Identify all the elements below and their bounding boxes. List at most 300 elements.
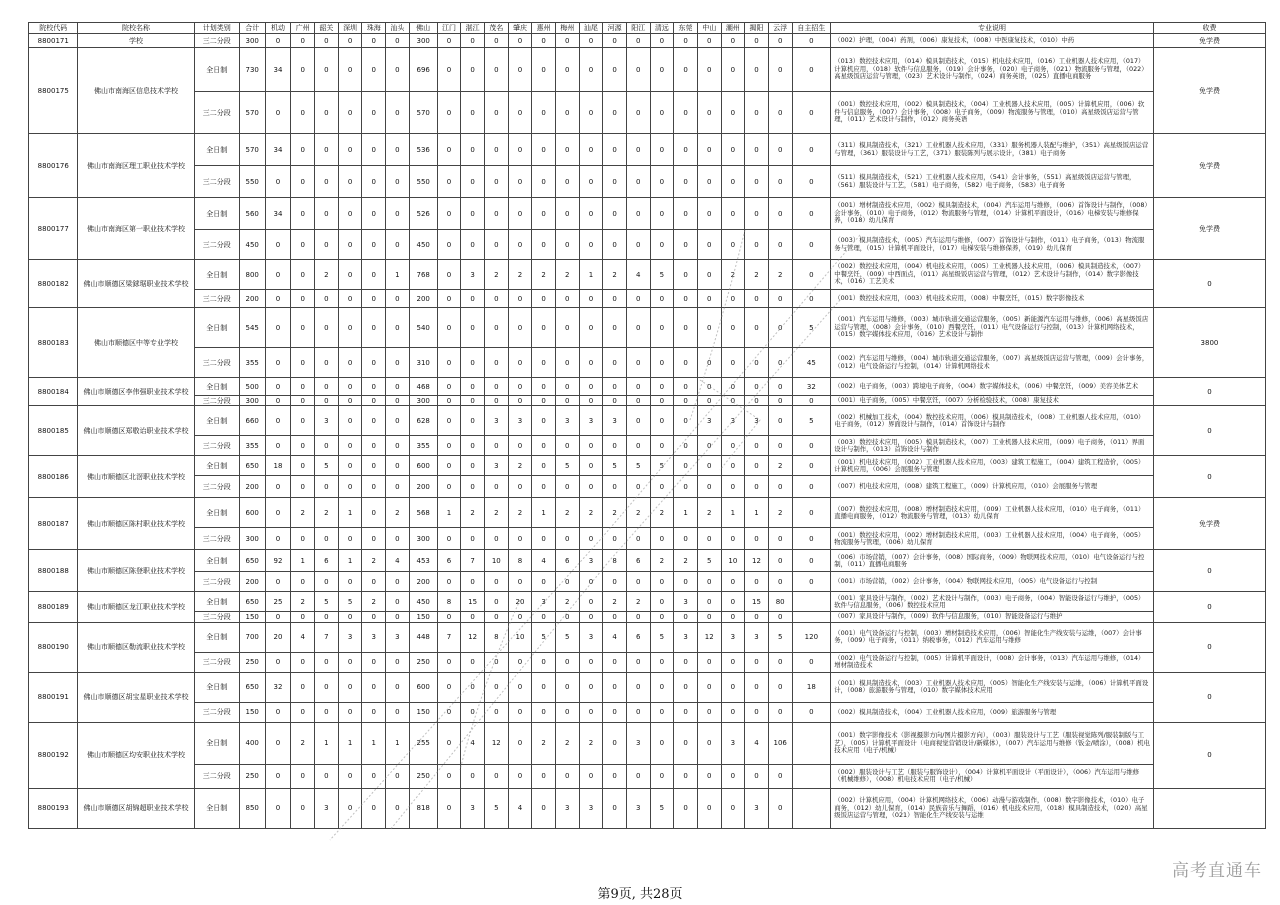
quota-cell: 0 xyxy=(768,396,792,406)
school-code: 8800192 xyxy=(29,722,78,788)
quota-cell: 0 xyxy=(338,92,362,134)
quota-cell: 650 xyxy=(239,550,265,572)
quota-cell: 5 xyxy=(555,622,579,652)
school-name: 佛山市南海区第一职业技术学校 xyxy=(78,198,194,260)
quota-cell: 0 xyxy=(461,348,485,378)
school-name: 佛山市顺德区梁銶琚职业技术学校 xyxy=(78,260,194,308)
quota-cell: 0 xyxy=(484,290,508,308)
major-description: （002）模具制造技术，（004）工业机器人技术应用，（009）旅游服务与管理 xyxy=(831,702,1154,722)
quota-cell: 0 xyxy=(437,230,461,260)
plan-type: 全日制 xyxy=(194,456,239,476)
quota-cell: 0 xyxy=(532,348,556,378)
quota-cell: 0 xyxy=(650,92,674,134)
quota-cell: 0 xyxy=(674,612,698,622)
quota-cell: 0 xyxy=(315,198,339,230)
quota-cell: 0 xyxy=(555,652,579,672)
quota-cell: 0 xyxy=(386,406,410,436)
table-row xyxy=(29,436,1266,456)
quota-cell: 0 xyxy=(338,260,362,290)
quota-cell: 0 xyxy=(362,652,386,672)
quota-cell: 0 xyxy=(437,348,461,378)
quota-cell: 0 xyxy=(437,166,461,198)
quota-cell: 4 xyxy=(386,550,410,572)
quota-cell: 12 xyxy=(461,622,485,652)
column-header: 湛江 xyxy=(461,23,485,34)
quota-cell: 0 xyxy=(437,456,461,476)
quota-cell: 3 xyxy=(721,622,745,652)
quota-cell: 0 xyxy=(603,672,627,702)
quota-cell: 0 xyxy=(745,456,769,476)
plan-type: 全日制 xyxy=(194,550,239,572)
quota-cell: 650 xyxy=(239,456,265,476)
quota-cell: 0 xyxy=(338,528,362,550)
quota-cell: 0 xyxy=(484,528,508,550)
school-name: 佛山市顺德区李伟强职业技术学校 xyxy=(78,378,194,406)
quota-cell: 250 xyxy=(239,652,265,672)
quota-cell: 0 xyxy=(532,396,556,406)
quota-cell: 0 xyxy=(437,378,461,396)
column-header: 计划类别 xyxy=(194,23,239,34)
quota-cell: 568 xyxy=(409,498,437,528)
quota-cell: 570 xyxy=(409,92,437,134)
quota-cell: 0 xyxy=(579,134,603,166)
quota-cell: 0 xyxy=(291,476,315,498)
quota-cell: 250 xyxy=(409,652,437,672)
quota-cell: 0 xyxy=(362,572,386,592)
quota-cell: 0 xyxy=(697,476,721,498)
quota-cell: 0 xyxy=(386,476,410,498)
quota-cell: 0 xyxy=(745,166,769,198)
quota-cell: 526 xyxy=(409,198,437,230)
quota-cell: 2 xyxy=(555,260,579,290)
quota-cell: 0 xyxy=(674,378,698,396)
quota-cell: 0 xyxy=(579,702,603,722)
quota-cell: 0 xyxy=(697,290,721,308)
quota-cell: 34 xyxy=(265,48,291,92)
quota-cell: 0 xyxy=(650,34,674,48)
school-code: 8800177 xyxy=(29,198,78,260)
quota-cell: 0 xyxy=(265,528,291,550)
quota-cell: 0 xyxy=(315,672,339,702)
quota-cell: 0 xyxy=(291,528,315,550)
quota-cell: 0 xyxy=(555,48,579,92)
quota-cell: 0 xyxy=(697,702,721,722)
plan-type: 三二分段 xyxy=(194,476,239,498)
quota-cell: 0 xyxy=(745,572,769,592)
quota-cell: 0 xyxy=(579,592,603,612)
quota-cell: 560 xyxy=(239,198,265,230)
quota-cell: 0 xyxy=(555,92,579,134)
quota-cell: 0 xyxy=(265,230,291,260)
quota-cell: 0 xyxy=(437,34,461,48)
quota-cell: 0 xyxy=(291,612,315,622)
quota-cell: 0 xyxy=(315,396,339,406)
column-header: 河源 xyxy=(603,23,627,34)
quota-cell: 0 xyxy=(626,702,650,722)
quota-cell: 0 xyxy=(555,348,579,378)
quota-cell: 0 xyxy=(650,378,674,396)
quota-cell: 5 xyxy=(768,622,792,652)
quota-cell: 0 xyxy=(721,290,745,308)
quota-cell: 0 xyxy=(291,260,315,290)
table-header xyxy=(29,23,1266,34)
quota-cell: 570 xyxy=(239,134,265,166)
quota-cell: 0 xyxy=(555,308,579,348)
quota-cell: 0 xyxy=(386,612,410,622)
quota-cell: 0 xyxy=(291,230,315,260)
quota-cell: 0 xyxy=(768,476,792,498)
quota-cell: 2 xyxy=(579,498,603,528)
quota-cell: 0 xyxy=(674,764,698,788)
quota-cell: 7 xyxy=(461,550,485,572)
quota-cell: 0 xyxy=(386,528,410,550)
quota-cell: 545 xyxy=(239,308,265,348)
quota-cell: 1 xyxy=(315,722,339,764)
quota-cell: 0 xyxy=(768,34,792,48)
quota-cell: 0 xyxy=(484,592,508,612)
quota-cell: 7 xyxy=(437,622,461,652)
enrollment-plan-sheet xyxy=(28,22,1266,829)
quota-cell: 0 xyxy=(650,436,674,456)
quota-cell: 0 xyxy=(603,476,627,498)
quota-cell: 0 xyxy=(674,722,698,764)
plan-type: 全日制 xyxy=(194,788,239,828)
quota-cell: 0 xyxy=(291,456,315,476)
plan-type: 全日制 xyxy=(194,198,239,230)
quota-cell: 20 xyxy=(265,622,291,652)
table-row xyxy=(29,290,1266,308)
quota-cell: 0 xyxy=(626,612,650,622)
quota-cell: 0 xyxy=(626,572,650,592)
quota-cell: 0 xyxy=(650,592,674,612)
quota-cell: 0 xyxy=(508,230,532,260)
quota-cell: 0 xyxy=(362,34,386,48)
quota-cell: 0 xyxy=(650,290,674,308)
column-header: 梅州 xyxy=(555,23,579,34)
table-row xyxy=(29,92,1266,134)
quota-cell: 0 xyxy=(745,378,769,396)
quota-cell: 0 xyxy=(579,198,603,230)
quota-cell: 0 xyxy=(362,260,386,290)
quota-cell: 0 xyxy=(508,198,532,230)
quota-cell: 0 xyxy=(768,378,792,396)
quota-cell: 2 xyxy=(291,498,315,528)
quota-cell: 0 xyxy=(792,572,831,592)
column-header: 汕头 xyxy=(386,23,410,34)
quota-cell: 0 xyxy=(437,612,461,622)
quota-cell: 0 xyxy=(338,788,362,828)
quota-cell: 3 xyxy=(386,622,410,652)
quota-cell: 0 xyxy=(721,788,745,828)
quota-cell: 0 xyxy=(265,348,291,378)
fee: 0 xyxy=(1153,672,1265,722)
quota-cell: 0 xyxy=(626,436,650,456)
quota-cell: 0 xyxy=(338,456,362,476)
quota-cell: 2 xyxy=(532,260,556,290)
quota-cell: 0 xyxy=(508,134,532,166)
table-row xyxy=(29,528,1266,550)
fee: 0 xyxy=(1153,722,1265,788)
quota-cell: 0 xyxy=(532,48,556,92)
quota-cell: 3 xyxy=(603,406,627,436)
quota-cell: 3 xyxy=(721,406,745,436)
quota-cell: 0 xyxy=(674,436,698,456)
quota-cell: 0 xyxy=(386,788,410,828)
major-description: （003）数控技术应用，（005）模具制造技术，（007）工业机器人技术应用，（009）电子商务，（011）界面设计与制作，（013）首饰设计与制作 xyxy=(831,436,1154,456)
quota-cell: 0 xyxy=(697,48,721,92)
quota-cell: 0 xyxy=(674,672,698,702)
quota-cell: 0 xyxy=(792,290,831,308)
column-header: 汕尾 xyxy=(579,23,603,34)
quota-cell: 0 xyxy=(768,308,792,348)
quota-cell: 0 xyxy=(674,348,698,378)
quota-cell: 0 xyxy=(362,92,386,134)
fee: 免学费 xyxy=(1153,498,1265,550)
quota-cell: 15 xyxy=(461,592,485,612)
quota-cell: 5 xyxy=(315,456,339,476)
quota-cell: 3 xyxy=(579,406,603,436)
quota-cell: 300 xyxy=(409,528,437,550)
quota-cell: 0 xyxy=(461,702,485,722)
quota-cell: 3 xyxy=(315,406,339,436)
quota-cell: 0 xyxy=(291,764,315,788)
quota-cell: 0 xyxy=(768,198,792,230)
quota-cell: 0 xyxy=(315,612,339,622)
quota-cell: 0 xyxy=(508,764,532,788)
major-description: （511）模具制造技术，（521）工业机器人技术应用，（541）会计事务，（551）高星级饭店运营与管理，（561）服装设计与工艺，（581）电子商务，（582）电子商务，（583）电子商务 xyxy=(831,166,1154,198)
quota-cell: 4 xyxy=(461,722,485,764)
quota-cell: 0 xyxy=(697,92,721,134)
quota-cell: 2 xyxy=(291,592,315,612)
quota-cell: 0 xyxy=(291,672,315,702)
quota-cell: 0 xyxy=(265,34,291,48)
quota-cell: 0 xyxy=(697,788,721,828)
quota-cell: 2 xyxy=(650,550,674,572)
fee: 0 xyxy=(1153,592,1265,622)
quota-cell: 0 xyxy=(745,612,769,622)
quota-cell: 0 xyxy=(603,378,627,396)
quota-cell: 0 xyxy=(768,290,792,308)
quota-cell: 0 xyxy=(721,436,745,456)
quota-cell: 0 xyxy=(579,48,603,92)
plan-type: 三二分段 xyxy=(194,166,239,198)
quota-cell: 0 xyxy=(555,134,579,166)
quota-cell: 0 xyxy=(768,764,792,788)
column-header: 院校名称 xyxy=(78,23,194,34)
quota-cell: 0 xyxy=(555,396,579,406)
quota-cell: 0 xyxy=(555,378,579,396)
quota-cell: 0 xyxy=(721,92,745,134)
plan-type: 三二分段 xyxy=(194,34,239,48)
quota-cell: 0 xyxy=(338,652,362,672)
quota-cell: 15 xyxy=(745,592,769,612)
quota-cell: 0 xyxy=(315,348,339,378)
plan-type: 全日制 xyxy=(194,406,239,436)
school-code: 8800182 xyxy=(29,260,78,308)
quota-cell: 0 xyxy=(437,92,461,134)
quota-cell: 0 xyxy=(508,48,532,92)
major-description: （002）计算机应用，（004）计算机网络技术，（006）动漫与游戏制作，（008）数字影像技术，（010）电子商务，（012）幼儿保育，（014）民族音乐与舞蹈，（016）机电技术应用，（018）模具制造技术，（020）高星级饭店运营与管理，（021）智能化生产线安装与运维 xyxy=(831,788,1154,828)
plan-type: 全日制 xyxy=(194,48,239,92)
quota-cell: 0 xyxy=(461,134,485,166)
quota-cell: 3 xyxy=(532,592,556,612)
quota-cell: 5 xyxy=(532,622,556,652)
column-header: 珠海 xyxy=(362,23,386,34)
quota-cell: 0 xyxy=(291,396,315,406)
quota-cell: 6 xyxy=(437,550,461,572)
quota-cell: 0 xyxy=(315,764,339,788)
quota-cell: 0 xyxy=(508,396,532,406)
quota-cell: 0 xyxy=(532,230,556,260)
fee: 0 xyxy=(1153,550,1265,592)
quota-cell: 450 xyxy=(409,230,437,260)
quota-cell: 0 xyxy=(315,230,339,260)
quota-cell: 0 xyxy=(315,134,339,166)
quota-cell: 3 xyxy=(674,622,698,652)
quota-cell: 0 xyxy=(532,92,556,134)
quota-cell: 468 xyxy=(409,378,437,396)
table-row xyxy=(29,166,1266,198)
major-description: （001）数控技术应用，（003）机电技术应用，（008）中餐烹饪，（015）数字影像技术 xyxy=(831,290,1154,308)
school-name: 佛山市南海区信息技术学校 xyxy=(78,48,194,134)
column-header: 韶关 xyxy=(315,23,339,34)
quota-cell: 0 xyxy=(768,134,792,166)
quota-cell: 0 xyxy=(338,764,362,788)
quota-cell: 0 xyxy=(674,198,698,230)
quota-cell: 0 xyxy=(291,436,315,456)
quota-cell: 0 xyxy=(265,788,291,828)
quota-cell: 34 xyxy=(265,134,291,166)
quota-cell: 3 xyxy=(461,260,485,290)
quota-cell: 0 xyxy=(532,290,556,308)
quota-cell: 0 xyxy=(508,166,532,198)
quota-cell: 0 xyxy=(437,652,461,672)
quota-cell: 0 xyxy=(745,230,769,260)
quota-cell: 0 xyxy=(626,348,650,378)
quota-cell: 0 xyxy=(697,378,721,396)
quota-cell: 2 xyxy=(484,498,508,528)
quota-cell: 0 xyxy=(650,230,674,260)
quota-cell: 0 xyxy=(484,34,508,48)
table-row xyxy=(29,788,1266,828)
table-row xyxy=(29,134,1266,166)
quota-cell: 0 xyxy=(437,702,461,722)
quota-cell: 0 xyxy=(291,198,315,230)
quota-cell: 92 xyxy=(265,550,291,572)
quota-cell: 0 xyxy=(461,290,485,308)
quota-cell: 2 xyxy=(532,722,556,764)
quota-cell: 1 xyxy=(291,550,315,572)
quota-cell: 0 xyxy=(674,702,698,722)
quota-cell: 0 xyxy=(532,572,556,592)
quota-cell: 0 xyxy=(768,230,792,260)
quota-cell: 0 xyxy=(650,572,674,592)
quota-cell: 3 xyxy=(745,406,769,436)
quota-cell: 0 xyxy=(721,230,745,260)
school-name: 佛山市顺德区郑敬诒职业技术学校 xyxy=(78,406,194,456)
quota-cell: 34 xyxy=(265,198,291,230)
quota-cell: 0 xyxy=(768,166,792,198)
fee: 0 xyxy=(1153,378,1265,406)
major-description: （001）增材制造技术应用，（002）模具制造技术，（004）汽车运用与维修，（006）首饰设计与制作，（008）会计事务，（010）电子商务，（012）物流服务与管理，（014）计算机平面设计，（016）电梯安装与维修保养，（018）幼儿保育 xyxy=(831,198,1154,230)
quota-cell: 12 xyxy=(484,722,508,764)
quota-cell: 0 xyxy=(291,308,315,348)
major-description: （003）模具制造技术，（005）汽车运用与维修，（007）首饰设计与制作，（011）电子商务，（013）物流服务与管理，（015）计算机平面设计，（017）电梯安装与维修保养，（019）幼儿保育 xyxy=(831,230,1154,260)
quota-cell: 0 xyxy=(484,476,508,498)
quota-cell: 5 xyxy=(484,788,508,828)
quota-cell: 0 xyxy=(386,34,410,48)
quota-cell: 0 xyxy=(674,34,698,48)
page-number: 第9页, 共28页 xyxy=(597,887,683,902)
quota-cell: 0 xyxy=(768,48,792,92)
quota-cell: 0 xyxy=(674,166,698,198)
quota-cell: 2 xyxy=(603,498,627,528)
quota-cell: 2 xyxy=(555,498,579,528)
school-name: 佛山市顺德区龙江职业技术学校 xyxy=(78,592,194,622)
quota-cell: 0 xyxy=(792,48,831,92)
quota-cell: 0 xyxy=(603,92,627,134)
column-header: 东莞 xyxy=(674,23,698,34)
table-row xyxy=(29,672,1266,702)
quota-cell: 0 xyxy=(650,722,674,764)
column-header: 云浮 xyxy=(768,23,792,34)
quota-cell: 0 xyxy=(362,764,386,788)
plan-type: 三二分段 xyxy=(194,702,239,722)
quota-cell: 0 xyxy=(508,34,532,48)
quota-cell: 0 xyxy=(626,34,650,48)
quota-cell: 0 xyxy=(792,550,831,572)
major-description: （311）模具制造技术，（321）工业机器人技术应用，（331）服务机器人装配与维护，（351）高星级饭店运营与管理，（361）服装设计与工艺，（371）服装陈列与展示设计，（381）电子商务 xyxy=(831,134,1154,166)
quota-cell: 0 xyxy=(338,612,362,622)
quota-cell: 5 xyxy=(697,550,721,572)
quota-cell: 0 xyxy=(508,722,532,764)
quota-cell: 0 xyxy=(768,788,792,828)
quota-cell: 300 xyxy=(409,34,437,48)
quota-cell: 0 xyxy=(674,406,698,436)
quota-cell: 0 xyxy=(579,348,603,378)
major-description: （001）机电技术应用，（002）工业机器人技术应用，（003）建筑工程施工，（004）建筑工程造价，（005）计算机应用，（006）会展服务与管理 xyxy=(831,456,1154,476)
school-code: 8800191 xyxy=(29,672,78,722)
plan-type: 三二分段 xyxy=(194,764,239,788)
quota-cell: 0 xyxy=(362,672,386,702)
quota-cell: 0 xyxy=(650,672,674,702)
quota-cell: 1 xyxy=(386,260,410,290)
quota-cell: 0 xyxy=(555,672,579,702)
column-header: 自主招生 xyxy=(792,23,831,34)
quota-cell: 0 xyxy=(555,290,579,308)
quota-cell: 0 xyxy=(603,788,627,828)
quota-cell: 0 xyxy=(532,34,556,48)
quota-cell: 1 xyxy=(437,498,461,528)
plan-type: 三二分段 xyxy=(194,396,239,406)
quota-cell: 0 xyxy=(484,348,508,378)
quota-cell: 500 xyxy=(239,378,265,396)
major-description: （002）机械加工技术，（004）数控技术应用，（006）模具制造技术，（008）工业机器人技术应用，（010）电子商务，（012）界面设计与制作，（014）首饰设计与制作 xyxy=(831,406,1154,436)
quota-cell: 250 xyxy=(239,764,265,788)
quota-cell: 0 xyxy=(555,166,579,198)
quota-cell: 0 xyxy=(338,572,362,592)
quota-cell: 540 xyxy=(409,308,437,348)
quota-cell: 0 xyxy=(315,34,339,48)
quota-cell: 3 xyxy=(697,406,721,436)
quota-cell: 0 xyxy=(508,436,532,456)
quota-cell: 1 xyxy=(338,550,362,572)
quota-cell: 3 xyxy=(626,722,650,764)
quota-cell: 0 xyxy=(338,290,362,308)
quota-cell: 0 xyxy=(721,672,745,702)
quota-cell: 0 xyxy=(265,260,291,290)
quota-cell: 0 xyxy=(603,230,627,260)
